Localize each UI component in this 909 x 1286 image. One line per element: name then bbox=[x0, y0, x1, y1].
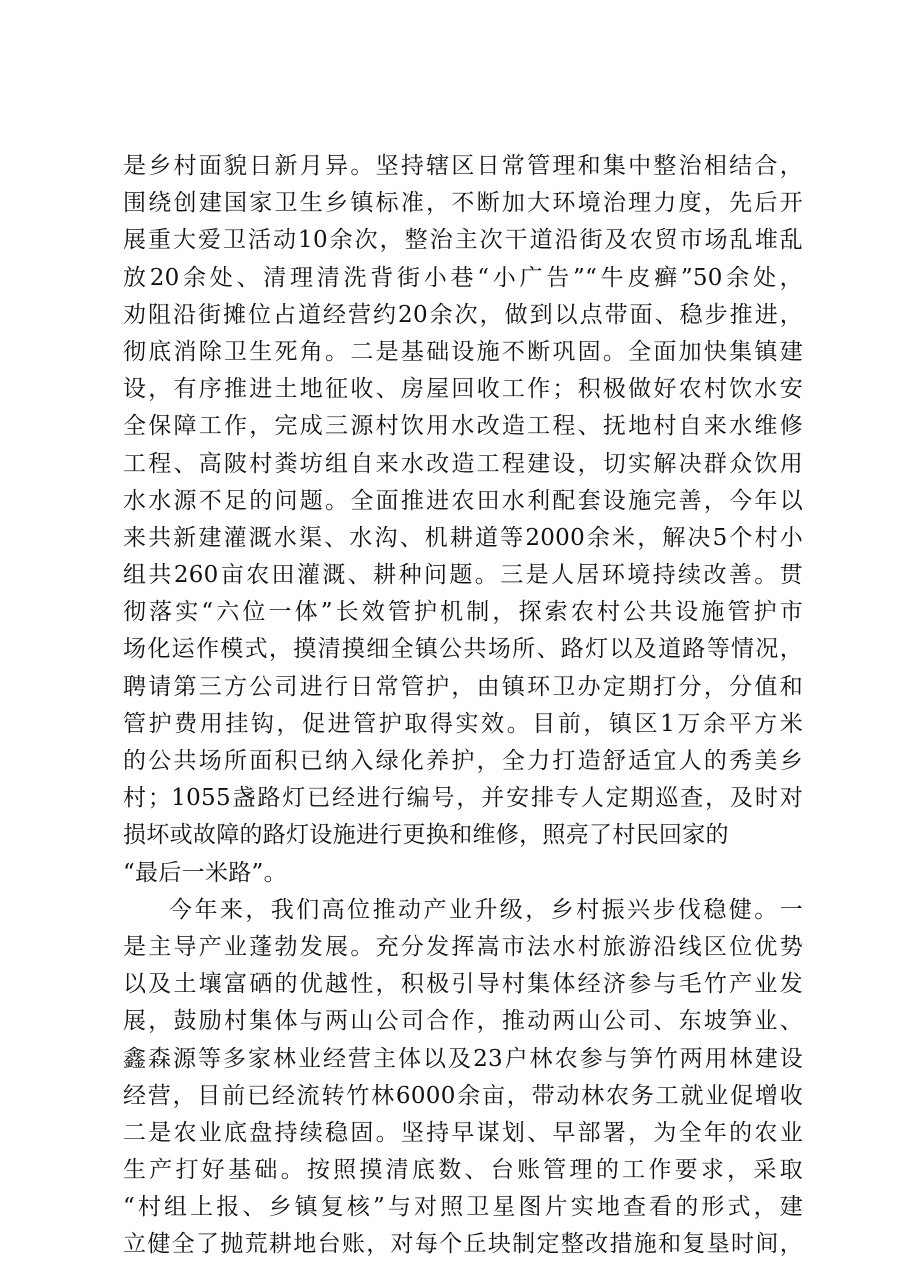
text-line: 围绕创建国家卫生乡镇标准，不断加大环境治理力度，先后开 bbox=[123, 190, 803, 217]
text-line: 二是农业底盘持续稳固。坚持早谋划、早部署，为全年的农业 bbox=[123, 1119, 803, 1146]
text-line: 设，有序推进土地征收、房屋回收工作；积极做好农村饮水安 bbox=[123, 376, 803, 403]
text-line: 场化运作模式，摸清摸细全镇公共场所、路灯以及道路等情况， bbox=[123, 636, 803, 663]
text-line: 展重大爱卫活动10余次，整治主次干道沿街及农贸市场乱堆乱 bbox=[123, 227, 803, 254]
text-line: 损坏或故障的路灯设施进行更换和维修，照亮了村民回家的 bbox=[123, 822, 729, 849]
text-line: 组共260亩农田灌溉、耕种问题。三是人居环境持续改善。贯 bbox=[123, 562, 803, 589]
text-line: 经营，目前已经流转竹林6000余亩，带动林农务工就业促增收 bbox=[123, 1082, 803, 1109]
text-line: 今年来，我们高位推动产业升级，乡村振兴步伐稳健。一 bbox=[169, 896, 803, 923]
text-line: 全保障工作，完成三源村饮用水改造工程、抚地村自来水维修 bbox=[123, 413, 803, 440]
text-line: 是乡村面貌日新月异。坚持辖区日常管理和集中整治相结合， bbox=[123, 153, 803, 179]
body-text bbox=[123, 148, 803, 1264]
text-line: 工程、高陂村粪坊组自来水改造工程建设，切实解决群众饮用 bbox=[123, 450, 803, 477]
text-line: 彻落实“六位一体”长效管护机制，探索农村公共设施管护市 bbox=[123, 599, 803, 626]
text-line: 管护费用挂钩，促进管护取得实效。目前，镇区1万余平方米 bbox=[123, 710, 803, 737]
text-line: 村；1055盏路灯已经进行编号，并安排专人定期巡查，及时对 bbox=[123, 785, 803, 812]
text-line: 放20余处、清理清洗背街小巷“小广告”“牛皮癣”50余处， bbox=[123, 264, 803, 291]
text-line: “最后一米路”。 bbox=[123, 859, 287, 886]
text-line: 的公共场所面积已纳入绿化养护，全力打造舒适宜人的秀美乡 bbox=[123, 748, 803, 774]
text-line: 是主导产业蓬勃发展。充分发挥嵩市法水村旅游沿线区位优势 bbox=[123, 933, 803, 960]
text-line: 聘请第三方公司进行日常管护，由镇环卫办定期打分，分值和 bbox=[123, 673, 803, 700]
text-line: 立健全了抛荒耕地台账，对每个丘块制定整改措施和复垦时间， bbox=[123, 1231, 803, 1258]
text-line: 生产打好基础。按照摸清底数、台账管理的工作要求，采取 bbox=[123, 1157, 803, 1184]
text-line: 以及土壤富硒的优越性，积极引导村集体经济参与毛竹产业发 bbox=[123, 971, 803, 998]
text-line: 鑫森源等多家林业经营主体以及23户林农参与笋竹两用林建设 bbox=[123, 1045, 803, 1072]
text-line: “村组上报、乡镇复核”与对照卫星图片实地查看的形式，建 bbox=[123, 1194, 803, 1221]
text-line: 劝阻沿街摊位占道经营约20余次，做到以点带面、稳步推进， bbox=[123, 301, 803, 328]
text-line: 来共新建灌溉水渠、水沟、机耕道等2000余米，解决5个村小 bbox=[123, 524, 803, 551]
text-line: 水水源不足的问题。全面推进农田水利配套设施完善，今年以 bbox=[123, 487, 803, 514]
text-line: 彻底消除卫生死角。二是基础设施不断巩固。全面加快集镇建 bbox=[123, 338, 803, 365]
text-line: 展，鼓励村集体与两山公司合作，推动两山公司、东坡笋业、 bbox=[123, 1008, 803, 1035]
